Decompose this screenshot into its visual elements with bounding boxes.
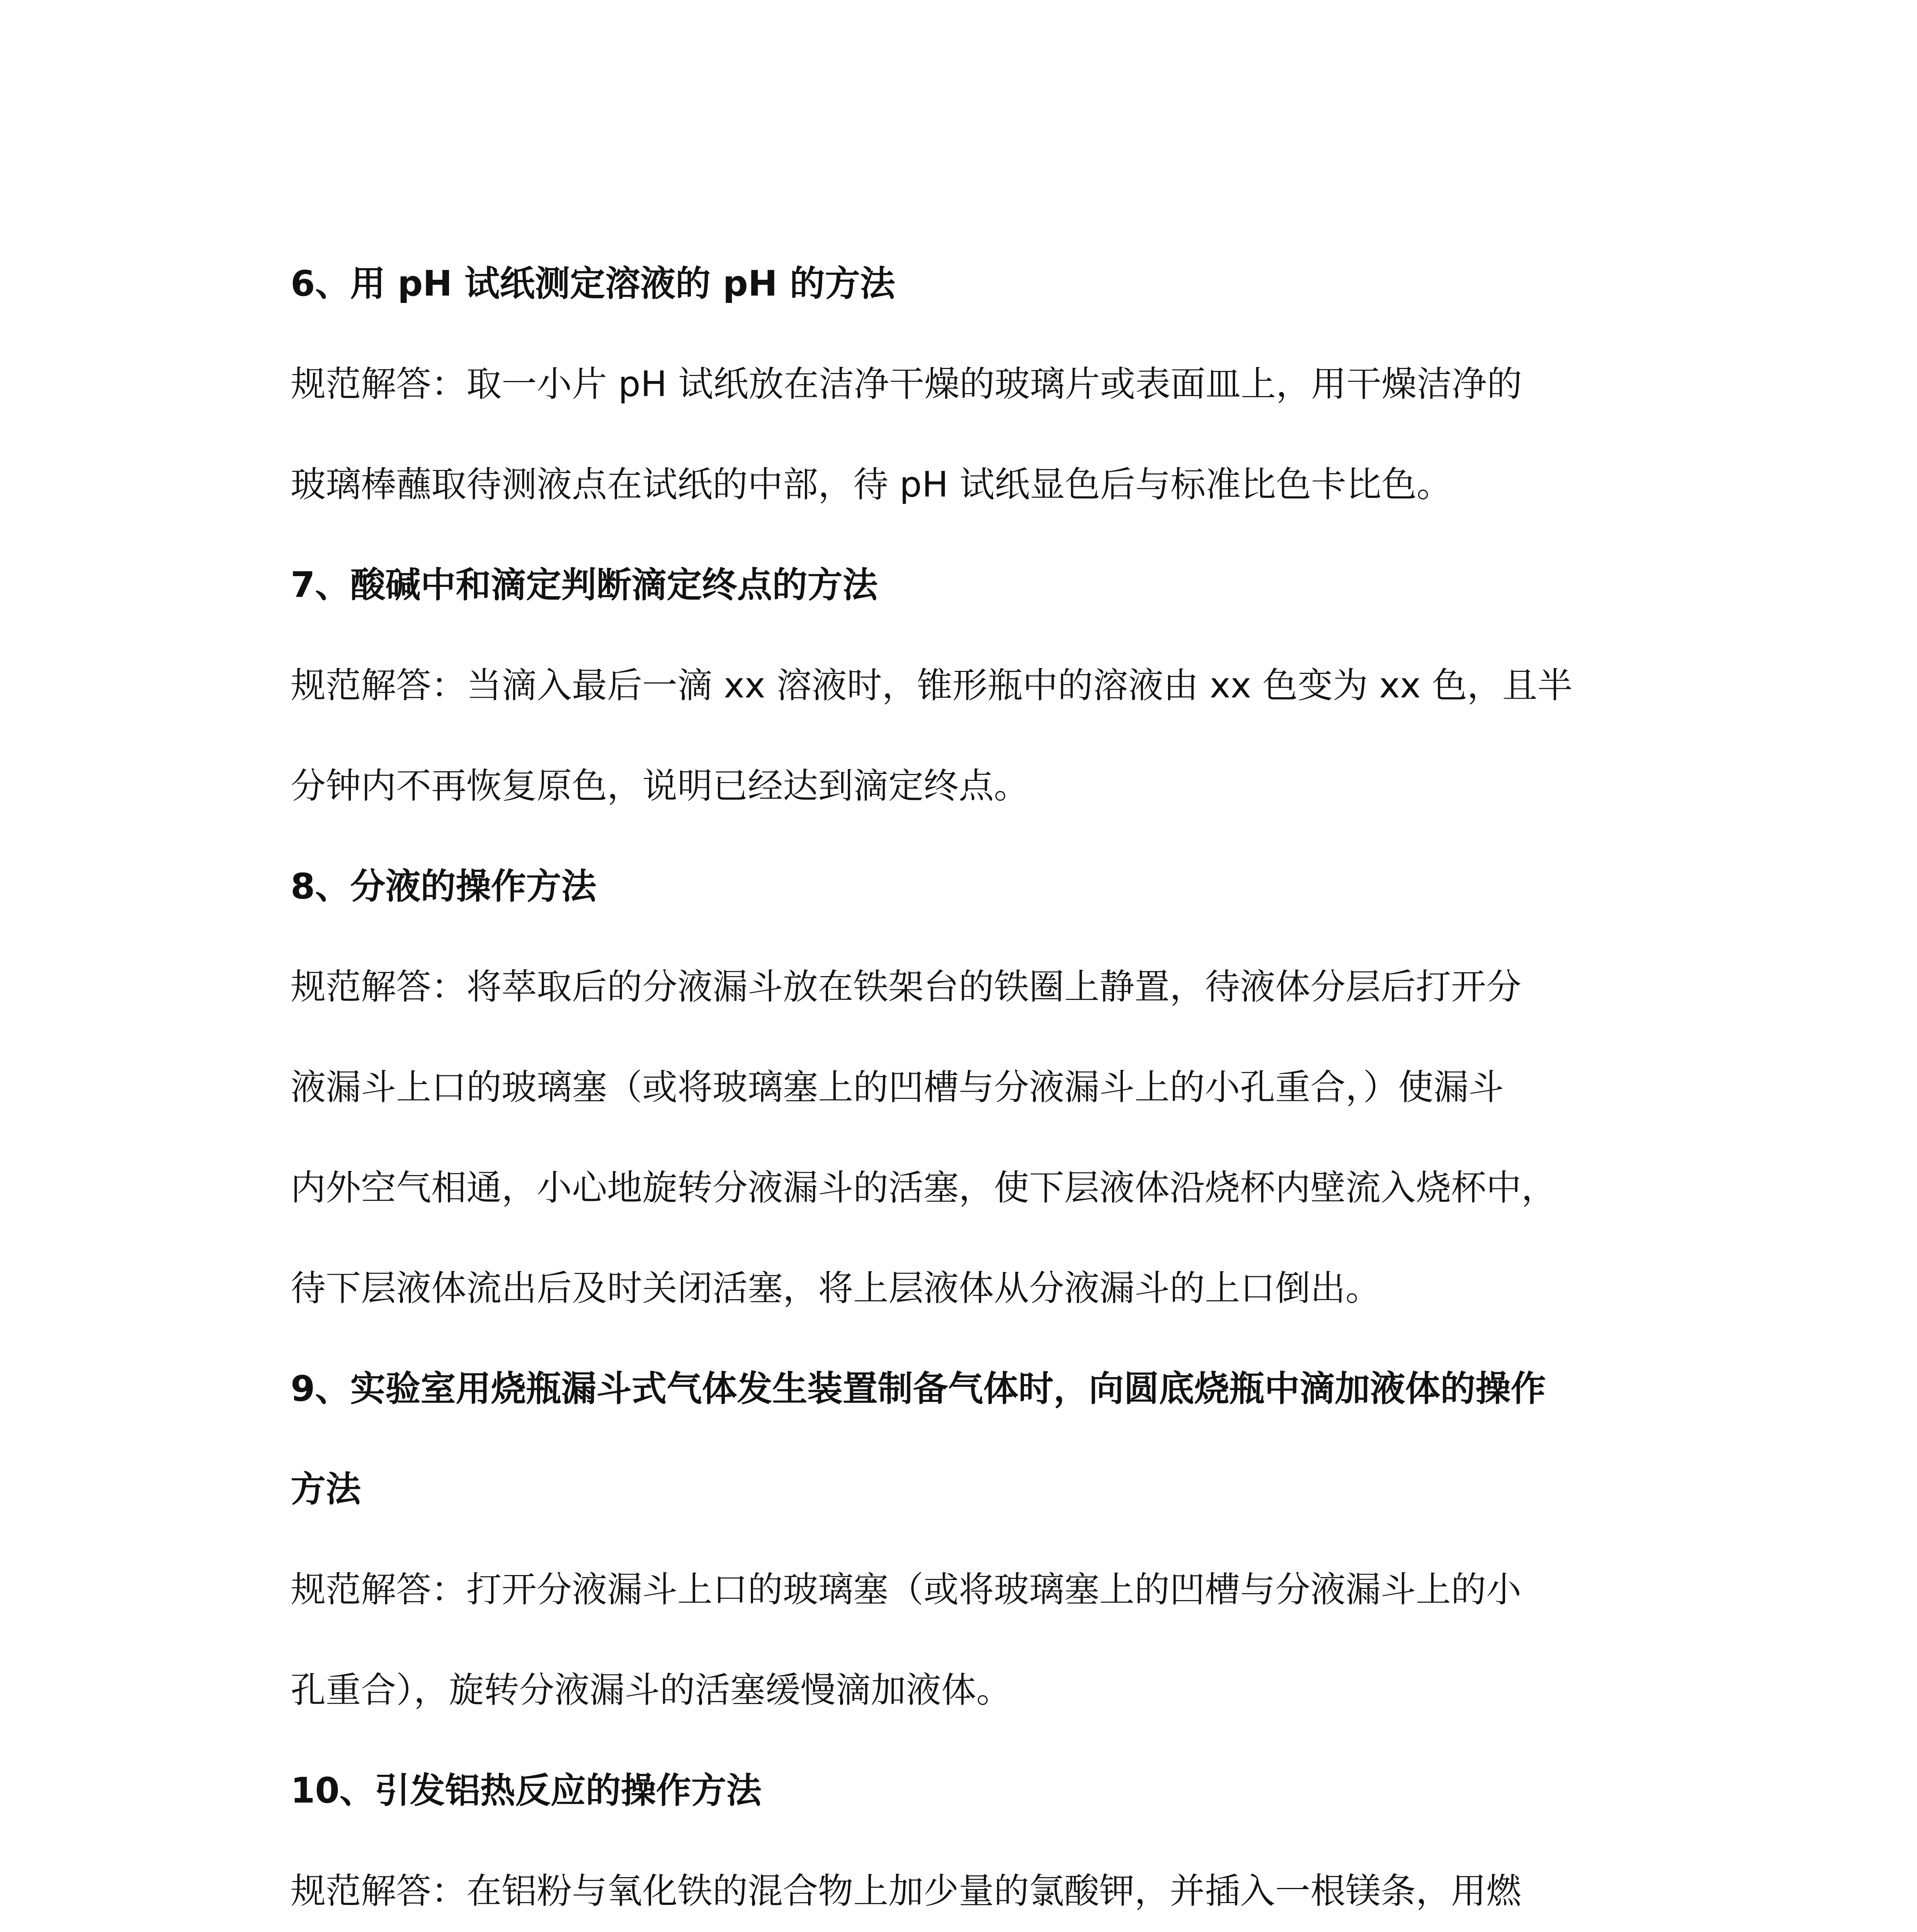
section-7-heading: 7、酸碱中和滴定判断滴定终点的方法 (291, 565, 878, 605)
section-10-heading: 10、引发铝热反应的操作方法 (291, 1770, 762, 1811)
section-6-heading: 6、用 pH 试纸测定溶液的 pH 的方法 (291, 264, 895, 304)
section-8-answer-line-4: 待下层液体流出后及时关闭活塞，将上层液体从分液漏斗的上口倒出。 (291, 1268, 1381, 1309)
section-6-answer-line-1: 规范解答：取一小片 pH 试纸放在洁净干燥的玻璃片或表面皿上，用干燥洁净的 (291, 364, 1522, 405)
section-10-answer-line-1: 规范解答：在铝粉与氧化铁的混合物上加少量的氯酸钾，并插入一根镁条，用燃 (291, 1871, 1522, 1912)
section-8-heading: 8、分液的操作方法 (291, 866, 597, 907)
section-6-answer-line-2: 玻璃棒蘸取待测液点在试纸的中部，待 pH 试纸显色后与标准比色卡比色。 (291, 464, 1452, 505)
section-7-answer-line-2: 分钟内不再恢复原色，说明已经达到滴定终点。 (291, 766, 1029, 806)
section-8-answer-line-3: 内外空气相通，小心地旋转分液漏斗的活塞，使下层液体沿烧杯内壁流入烧杯中， (291, 1168, 1557, 1208)
section-9-answer-line-2: 孔重合），旋转分液漏斗的活塞缓慢滴加液体。 (291, 1670, 1012, 1711)
section-7-answer-line-1: 规范解答：当滴入最后一滴 xx 溶液时，锥形瓶中的溶液由 xx 色变为 xx 色，且半 (291, 665, 1573, 706)
section-8-answer-line-2: 液漏斗上口的玻璃塞（或将玻璃塞上的凹槽与分液漏斗上的小孔重合，）使漏斗 (291, 1067, 1504, 1108)
section-9-answer-line-1: 规范解答：打开分液漏斗上口的玻璃塞（或将玻璃塞上的凹槽与分液漏斗上的小 (291, 1570, 1522, 1610)
section-9-heading-line-2: 方法 (291, 1469, 361, 1510)
section-8-answer-line-1: 规范解答：将萃取后的分液漏斗放在铁架台的铁圈上静置，待液体分层后打开分 (291, 967, 1522, 1007)
section-9-heading-line-1: 9、实验室用烧瓶漏斗式气体发生装置制备气体时，向圆底烧瓶中滴加液体的操作 (291, 1369, 1546, 1409)
